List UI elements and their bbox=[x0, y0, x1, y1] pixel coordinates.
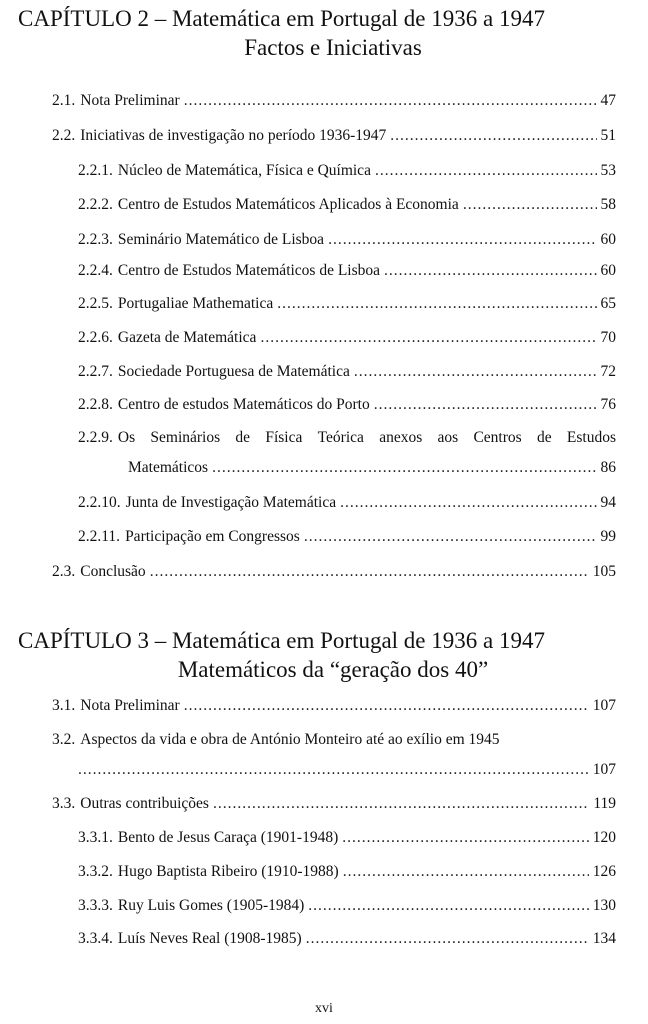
title-word: de bbox=[235, 429, 251, 446]
toc-entry-number: 2.2.1. bbox=[78, 162, 113, 179]
toc-entry-title: Portugaliae Mathematica bbox=[117, 295, 274, 312]
leader-dots bbox=[304, 528, 597, 546]
toc-entry-title: Hugo Baptista Ribeiro (1910-1988) bbox=[117, 863, 339, 880]
toc-entry[interactable] bbox=[78, 231, 616, 249]
toc-entry-page: 86 bbox=[600, 459, 616, 476]
toc-entry-number: 2.2.9. bbox=[78, 429, 113, 446]
toc-entry-number: 2.2.3. bbox=[78, 231, 113, 248]
chapter-title-line2: Matemáticos da “geração dos 40” bbox=[177, 657, 489, 682]
title-word: Os bbox=[117, 429, 136, 446]
toc-entry-number: 2.2.8. bbox=[78, 396, 113, 413]
toc-entry-page: 126 bbox=[592, 863, 616, 880]
toc-entry-line2[interactable] bbox=[128, 459, 616, 477]
toc-entry-title: Junta de Investigação Matemática bbox=[125, 494, 337, 511]
toc-entry[interactable] bbox=[78, 363, 616, 381]
leader-dots bbox=[340, 494, 596, 512]
toc-entry-number: 2.2.2. bbox=[78, 196, 113, 213]
toc-entry-page: 65 bbox=[600, 295, 616, 312]
toc-entry-title: Luís Neves Real (1908-1985) bbox=[117, 930, 302, 947]
toc-entry[interactable] bbox=[52, 92, 616, 110]
toc-entry-number: 2.2.4. bbox=[78, 262, 113, 279]
leader-dots bbox=[343, 863, 589, 881]
toc-entry[interactable] bbox=[78, 897, 616, 915]
leader-dots bbox=[308, 897, 588, 915]
toc-entry-number: 2.1. bbox=[52, 92, 76, 109]
chapter-2-heading bbox=[18, 4, 628, 62]
toc-entry[interactable] bbox=[78, 262, 616, 280]
toc-entry-page: 99 bbox=[600, 528, 616, 545]
toc-entry-page: 105 bbox=[592, 563, 616, 580]
leader-dots bbox=[260, 329, 596, 347]
toc-entry[interactable] bbox=[78, 295, 616, 313]
title-word: aos bbox=[437, 429, 459, 446]
toc-entry-line2[interactable] bbox=[78, 761, 616, 779]
toc-entry-number: 2.2.10. bbox=[78, 494, 121, 511]
toc-entry-title: Outras contribuições bbox=[80, 795, 209, 812]
title-word: Seminários bbox=[150, 429, 221, 446]
toc-entry-page: 119 bbox=[593, 795, 616, 812]
toc-entry-number: 3.3.1. bbox=[78, 829, 113, 846]
toc-entry-page: 134 bbox=[592, 930, 616, 947]
leader-dots bbox=[375, 162, 597, 180]
leader-dots bbox=[384, 262, 596, 280]
toc-entry-page: 60 bbox=[600, 231, 616, 248]
toc-entry-title: Conclusão bbox=[80, 563, 146, 580]
toc-entry[interactable] bbox=[78, 528, 616, 546]
title-word: de bbox=[536, 429, 552, 446]
title-word: Estudos bbox=[566, 429, 616, 446]
toc-entry-title: Centro de Estudos Matemáticos de Lisboa bbox=[117, 262, 381, 279]
leader-dots bbox=[328, 231, 596, 249]
toc-entry-title: Nota Preliminar bbox=[80, 92, 180, 109]
toc-entry-page: 60 bbox=[600, 262, 616, 279]
leader-dots bbox=[184, 92, 597, 110]
toc-entry[interactable] bbox=[78, 396, 616, 414]
toc-entry-page: 130 bbox=[592, 897, 616, 914]
leader-dots bbox=[184, 697, 589, 715]
toc-entry-page: 72 bbox=[600, 363, 616, 380]
toc-entry-page: 51 bbox=[600, 127, 616, 144]
leader-dots bbox=[374, 396, 597, 414]
leader-dots bbox=[213, 795, 589, 813]
toc-entry-number: 2.2.6. bbox=[78, 329, 113, 346]
toc-entry-title bbox=[118, 429, 616, 447]
title-word: Teórica bbox=[317, 429, 364, 446]
toc-entry-page: 107 bbox=[592, 761, 616, 778]
toc-entry-page: 58 bbox=[600, 196, 616, 213]
toc-entry-number: 3.2. bbox=[52, 731, 76, 748]
page-number: xvi bbox=[315, 1001, 333, 1016]
toc-entry[interactable] bbox=[52, 563, 616, 581]
toc-entry-line1[interactable] bbox=[78, 429, 616, 447]
title-word: anexos bbox=[379, 429, 423, 446]
toc-entry-number: 3.3.4. bbox=[78, 930, 113, 947]
leader-dots bbox=[463, 196, 597, 214]
toc-entry-page: 76 bbox=[600, 396, 616, 413]
toc-entry-title: Nota Preliminar bbox=[80, 697, 180, 714]
toc-entry-page: 70 bbox=[600, 329, 616, 346]
toc-entry[interactable] bbox=[78, 863, 616, 881]
leader-dots bbox=[212, 459, 596, 477]
leader-dots bbox=[354, 363, 597, 381]
leader-dots bbox=[150, 563, 589, 581]
toc-entry-title: Aspectos da vida e obra de António Monteiro até ao exílio em 1945 bbox=[80, 731, 500, 748]
toc-entry-number: 3.3. bbox=[52, 795, 76, 812]
toc-entry-page: 94 bbox=[600, 494, 616, 511]
toc-entry[interactable] bbox=[52, 127, 616, 145]
leader-dots bbox=[390, 127, 596, 145]
toc-entry[interactable] bbox=[78, 329, 616, 347]
toc-entry-number: 2.3. bbox=[52, 563, 76, 580]
toc-entry-page: 47 bbox=[600, 92, 616, 109]
toc-entry-number: 2.2.5. bbox=[78, 295, 113, 312]
toc-entry-number: 2.2.11. bbox=[78, 528, 121, 545]
chapter-title-line2: Factos e Iniciativas bbox=[244, 35, 422, 60]
toc-entry-page: 120 bbox=[592, 829, 616, 846]
title-word: Física bbox=[265, 429, 303, 446]
leader-dots bbox=[306, 930, 589, 948]
toc-entry-title: Bento de Jesus Caraça (1901-1948) bbox=[117, 829, 339, 846]
toc-entry-line1[interactable] bbox=[52, 731, 616, 749]
toc-entry[interactable] bbox=[78, 494, 616, 512]
toc-entry-title: Seminário Matemático de Lisboa bbox=[117, 231, 325, 248]
toc-entry-number: 2.2. bbox=[52, 127, 76, 144]
toc-entry-title: Centro de estudos Matemáticos do Porto bbox=[117, 396, 370, 413]
leader-dots bbox=[277, 295, 596, 313]
leader-dots bbox=[342, 829, 588, 847]
toc-entry-title: Participação em Congressos bbox=[125, 528, 300, 545]
toc-entry-page: 53 bbox=[600, 162, 616, 179]
toc-entry-number: 3.3.2. bbox=[78, 863, 113, 880]
toc-entry-title: Núcleo de Matemática, Física e Química bbox=[117, 162, 371, 179]
chapter-title-line1: CAPÍTULO 3 – Matemática em Portugal de 1936 a 1947 bbox=[18, 628, 545, 653]
toc-entry-title: Ruy Luis Gomes (1905-1984) bbox=[117, 897, 305, 914]
toc-entry-title-continued: Matemáticos bbox=[128, 459, 209, 476]
toc-entry-title: Centro de Estudos Matemáticos Aplicados à Economia bbox=[117, 196, 459, 213]
toc-entry-number: 3.3.3. bbox=[78, 897, 113, 914]
toc-entry-title: Gazeta de Matemática bbox=[117, 329, 257, 346]
chapter-3-heading bbox=[18, 626, 628, 684]
toc-entry-page: 107 bbox=[592, 697, 616, 714]
chapter-title-line1: CAPÍTULO 2 – Matemática em Portugal de 1936 a 1947 bbox=[18, 6, 545, 31]
toc-entry[interactable] bbox=[52, 795, 616, 813]
toc-entry-number: 3.1. bbox=[52, 697, 76, 714]
toc-entry[interactable] bbox=[52, 697, 616, 715]
leader-dots bbox=[78, 761, 589, 779]
toc-entry-number: 2.2.7. bbox=[78, 363, 113, 380]
toc-entry[interactable] bbox=[78, 930, 616, 948]
toc-entry-title: Sociedade Portuguesa de Matemática bbox=[117, 363, 350, 380]
toc-entry[interactable] bbox=[78, 829, 616, 847]
toc-entry[interactable] bbox=[78, 196, 616, 214]
toc-entry[interactable] bbox=[78, 162, 616, 180]
toc-entry-title: Iniciativas de investigação no período 1936-1947 bbox=[80, 127, 387, 144]
title-word: Centros bbox=[473, 429, 522, 446]
